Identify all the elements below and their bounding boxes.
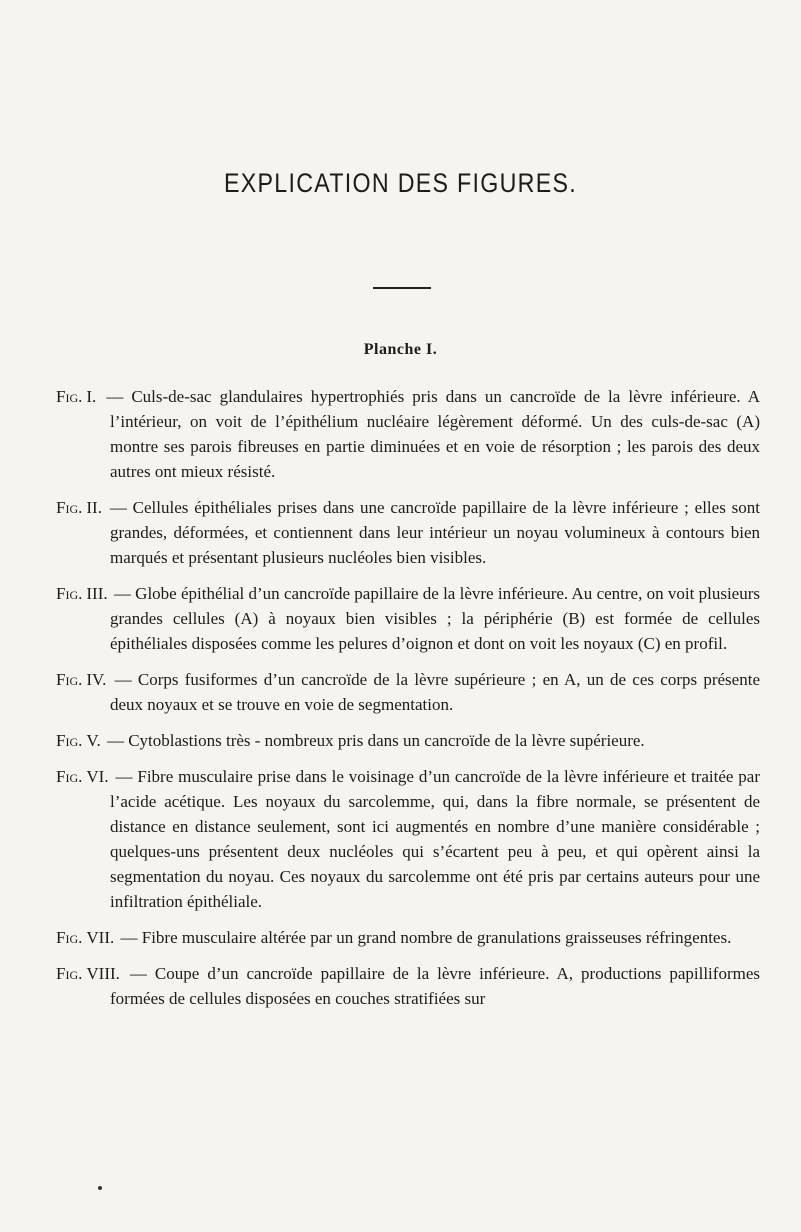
figure-number: III.	[86, 584, 108, 603]
figure-description: — Culs-de-sac glandulaires hypertrophiés pris dans un cancroïde de la lèvre inférieure. A l’intérieur, on voit de l’épithélium nucléaire légèrement déformé. Un des culs-de-sac (A) montre ses parois fibreuses en partie diminuées et en voie de résorption ; les parois des deux autres ont mieux résisté.	[106, 387, 761, 481]
figure-number: I.	[86, 387, 97, 406]
figure-entry	[56, 961, 760, 1011]
title-divider	[373, 287, 431, 289]
figure-label: Fig.	[56, 584, 83, 603]
figure-entry	[56, 581, 760, 656]
figure-entry	[56, 384, 760, 484]
figure-description: — Globe épithélial d’un cancroïde papillaire de la lèvre inférieure. Au centre, on voit plusieurs grandes cellules (A) à noyaux bien visibles ; la périphérie (B) est formée de cellules épithéliales disposées comme les pelures d’oignon et dont on voit les noyaux (C) en profil.	[110, 584, 760, 653]
figure-entry	[56, 728, 760, 753]
figure-label: Fig.	[56, 731, 83, 750]
figure-description: — Fibre musculaire prise dans le voisinage d’un cancroïde de la lèvre inférieure et traitée par l’acide acétique. Les noyaux du sarcolemme, qui, dans la fibre normale, se présentent de distance en distance seulement, sont ici augmentés en nombre d’une manière considérable ; quelques-uns présentent deux nucléoles qui s’écartent peu à peu, et qui opèrent ainsi la segmentation du noyau. Ces noyaux du sarcolemme ont été pris par certains auteurs pour une infiltration épithéliale.	[110, 767, 761, 911]
figure-label: Fig.	[56, 670, 83, 689]
figure-entry	[56, 925, 760, 950]
figure-description: — Cellules épithéliales prises dans une cancroïde papillaire de la lèvre inférieure ; elles sont grandes, déformées, et contiennent dans leur intérieur un noyau volumineux à contours bien marqués et présentant plusieurs nucléoles bien visibles.	[109, 498, 761, 567]
figure-label: Fig.	[56, 767, 83, 786]
figure-number: VII.	[86, 928, 115, 947]
figure-number: IV.	[86, 670, 107, 689]
figure-label: Fig.	[56, 498, 83, 517]
figure-number: II.	[86, 498, 102, 517]
figure-number: VIII.	[86, 964, 120, 983]
figure-label: Fig.	[56, 928, 83, 947]
page-title: EXPLICATION DES FIGURES.	[223, 168, 578, 198]
plate-title: Planche I.	[363, 341, 438, 358]
figure-description: — Coupe d’un cancroïde papillaire de la lèvre inférieure. A, productions papilliformes formées de cellules disposées en couches stratifiées sur	[110, 964, 760, 1008]
figure-description: — Fibre musculaire altérée par un grand nombre de granulations graisseuses réfringentes.	[120, 928, 732, 947]
figure-list	[56, 384, 760, 1022]
ink-speck	[98, 1186, 102, 1190]
figure-label: Fig.	[56, 387, 83, 406]
figure-number: VI.	[86, 767, 109, 786]
figure-description: — Corps fusiformes d’un cancroïde de la lèvre supérieure ; en A, un de ces corps présente deux noyaux et se trouve en voie de segmentation.	[110, 670, 760, 714]
figure-entry	[56, 667, 760, 717]
figure-label: Fig.	[56, 964, 83, 983]
figure-entry	[56, 495, 760, 570]
figure-number: V.	[86, 731, 101, 750]
figure-description: — Cytoblastions très - nombreux pris dans un cancroïde de la lèvre supérieure.	[106, 731, 645, 750]
figure-entry	[56, 764, 760, 914]
